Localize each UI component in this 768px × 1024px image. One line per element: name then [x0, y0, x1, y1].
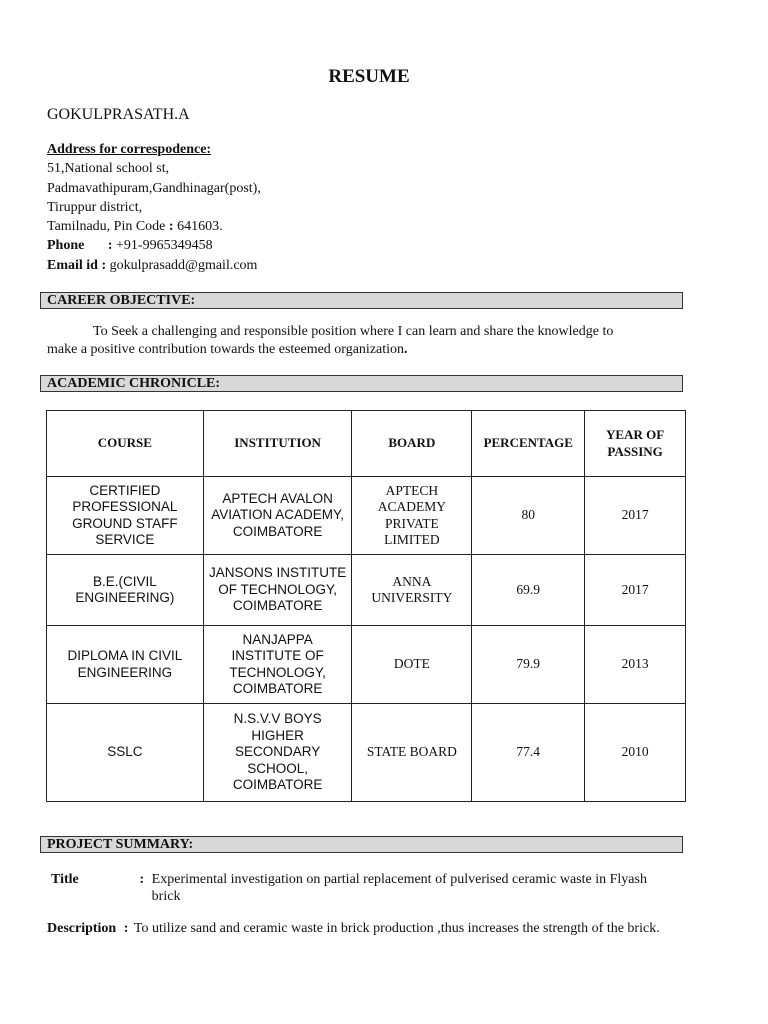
table-row: [47, 704, 686, 802]
academic-table: [46, 410, 686, 802]
project-description-row: [47, 920, 664, 937]
pin-code: 641603.: [177, 219, 223, 235]
address-block: [47, 140, 261, 275]
address-line: 51,National school st,: [47, 161, 170, 177]
project-title-separator: :: [139, 872, 145, 887]
pin-separator: :: [168, 219, 174, 235]
cell-year: 2017: [585, 555, 686, 626]
header-percentage: PERCENTAGE: [472, 411, 585, 477]
cell-course: DIPLOMA IN CIVIL ENGINEERING: [47, 626, 204, 704]
cell-percentage: 77.4: [472, 704, 585, 802]
project-description-separator: :: [123, 921, 129, 936]
objective-line: To Seek a challenging and responsible position where I can learn and share the knowledge to: [93, 324, 614, 339]
cell-year: 2010: [585, 704, 686, 802]
resume-title: RESUME: [328, 66, 410, 87]
cell-board: STATE BOARD: [352, 704, 472, 802]
email-row: [47, 256, 261, 275]
cell-board: APTECH ACADEMY PRIVATE LIMITED: [352, 477, 472, 555]
project-title-row: [47, 871, 672, 905]
cell-institution: APTECH AVALON AVIATION ACADEMY, COIMBATORE: [203, 477, 352, 555]
project-description-text: To utilize sand and ceramic waste in brick production ,thus increases the strength of the brick.: [133, 921, 660, 936]
phone-label: Phone: [47, 238, 85, 254]
career-objective-text: [47, 323, 687, 359]
phone-separator: :: [107, 238, 113, 254]
email-label: Email id :: [47, 257, 107, 273]
table-header-row: [47, 411, 686, 477]
academic-chronicle-heading: ACADEMIC CHRONICLE:: [40, 375, 683, 392]
table-row: [47, 626, 686, 704]
cell-course: B.E.(CIVIL ENGINEERING): [47, 555, 204, 626]
cell-institution: JANSONS INSTITUTE OF TECHNOLOGY, COIMBATORE: [203, 555, 352, 626]
career-objective-heading: CAREER OBJECTIVE:: [40, 292, 683, 309]
cell-year: 2013: [585, 626, 686, 704]
project-summary-heading: PROJECT SUMMARY:: [40, 836, 683, 853]
address-line: Tiruppur district,: [47, 199, 143, 215]
table-row: [47, 555, 686, 626]
cell-institution: N.S.V.V BOYS HIGHER SECONDARY SCHOOL, COIMBATORE: [203, 704, 352, 802]
objective-line-end: [47, 341, 687, 359]
project-title-text: Experimental investigation on partial replacement of pulverised ceramic waste in Flyash brick: [151, 872, 647, 904]
cell-board: ANNA UNIVERSITY: [352, 555, 472, 626]
header-course: COURSE: [47, 411, 204, 477]
header-year: YEAR OF PASSING: [585, 411, 686, 477]
header-board: BOARD: [352, 411, 472, 477]
header-institution: INSTITUTION: [203, 411, 352, 477]
cell-board: DOTE: [352, 626, 472, 704]
objective-period: .: [404, 342, 408, 357]
address-line-pin: [47, 217, 261, 236]
address-line: Padmavathipuram,Gandhinagar(post),: [47, 180, 261, 196]
candidate-name: GOKULPRASATH.A: [47, 106, 190, 123]
cell-percentage: 80: [472, 477, 585, 555]
pin-label: Tamilnadu, Pin Code: [47, 219, 166, 235]
email-address: gokulprasadd@gmail.com: [109, 257, 258, 273]
cell-course: SSLC: [47, 704, 204, 802]
address-heading: Address for correspodence:: [47, 142, 212, 157]
project-title-label: Title: [51, 872, 79, 887]
phone-number: +91-9965349458: [116, 238, 213, 254]
table-row: [47, 477, 686, 555]
cell-year: 2017: [585, 477, 686, 555]
cell-course: CERTIFIED PROFESSIONAL GROUND STAFF SERVICE: [47, 477, 204, 555]
cell-percentage: 69.9: [472, 555, 585, 626]
phone-row: [47, 236, 261, 255]
cell-institution: NANJAPPA INSTITUTE OF TECHNOLOGY, COIMBATORE: [203, 626, 352, 704]
cell-percentage: 79.9: [472, 626, 585, 704]
project-description-label: Description: [47, 921, 117, 936]
objective-line: make a positive contribution towards the esteemed organization: [47, 342, 405, 357]
